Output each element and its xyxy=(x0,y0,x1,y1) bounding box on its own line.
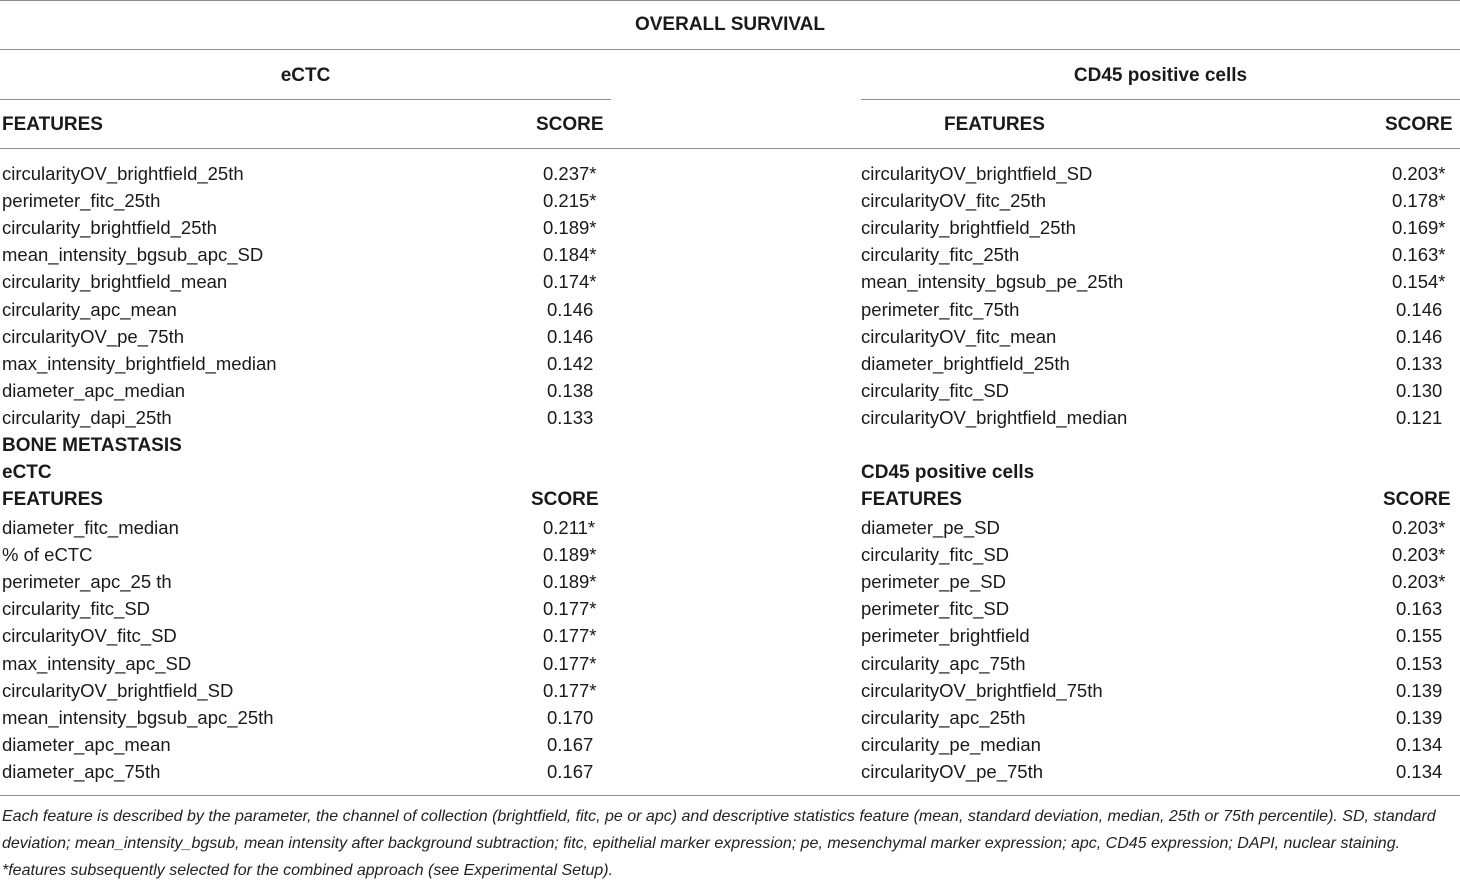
table-row xyxy=(861,214,1456,241)
cd45-header-rule xyxy=(861,99,1460,100)
score-cell: 0.139 xyxy=(1396,707,1443,728)
score-cell: 0.153 xyxy=(1396,653,1443,674)
table-row xyxy=(861,595,1456,622)
feature-cell: circularityOV_brightfield_75th xyxy=(861,680,1103,701)
bone-metastasis-heading: BONE METASTASIS xyxy=(2,435,182,456)
feature-cell: diameter_apc_median xyxy=(2,380,186,401)
score-cell: 0.237* xyxy=(543,163,597,184)
feature-cell: circularity_fitc_25th xyxy=(861,244,1020,265)
score-cell: 0.203* xyxy=(1392,544,1446,565)
score-cell: 0.134 xyxy=(1396,761,1443,782)
table-row xyxy=(861,731,1456,758)
bm-ectc-group-label: eCTC xyxy=(2,462,52,483)
feature-cell: perimeter_pe_SD xyxy=(861,571,1006,592)
table-row xyxy=(861,241,1456,268)
score-cell: 0.189* xyxy=(543,571,597,592)
table-footnote: Each feature is described by the parameter, the channel of collection (brightfield, fitc, pe or apc) and descriptive statistics feature (mean, standard deviation, median, 25th or 75th percentile). SD, standard deviation; mean_intensity_bgsub, mean intensity after background subtraction; fitc, epithelial marker expression; pe, mesenchymal marker expression; apc, CD45 expression; DAPI, nuclear staining. *features subsequently selected for the combined approach (see Experimental Setup). xyxy=(2,808,1436,879)
feature-cell: circularityOV_pe_75th xyxy=(861,761,1044,782)
table-row xyxy=(2,595,602,622)
score-cell: 0.178* xyxy=(1392,190,1446,211)
table-row xyxy=(861,704,1456,731)
score-cell: 0.170 xyxy=(547,707,594,728)
table-row xyxy=(861,404,1456,431)
feature-cell: max_intensity_apc_SD xyxy=(2,653,192,674)
table-title: OVERALL SURVIVAL xyxy=(634,14,826,35)
score-cell: 0.177* xyxy=(543,625,597,646)
feature-cell: mean_intensity_bgsub_apc_25th xyxy=(2,707,274,728)
score-cell: 0.215* xyxy=(543,190,597,211)
feature-cell: circularityOV_fitc_25th xyxy=(861,190,1047,211)
feature-cell: circularityOV_brightfield_25th xyxy=(2,163,244,184)
feature-cell: perimeter_fitc_75th xyxy=(861,299,1020,320)
table-row xyxy=(861,677,1456,704)
top-rule xyxy=(0,0,1460,1)
feature-cell: circularity_dapi_25th xyxy=(2,407,172,428)
table-row xyxy=(2,350,602,377)
table-row xyxy=(861,323,1456,350)
os-cd45-group-label: CD45 positive cells xyxy=(1073,65,1248,86)
score-cell: 0.203* xyxy=(1392,571,1446,592)
table-row xyxy=(861,160,1456,187)
table-row xyxy=(2,268,602,295)
column-header-rule xyxy=(0,148,1460,149)
score-cell: 0.177* xyxy=(543,598,597,619)
table-row xyxy=(2,731,602,758)
table-row xyxy=(861,541,1456,568)
score-cell: 0.174* xyxy=(543,271,597,292)
table-row xyxy=(2,404,602,431)
score-cell: 0.133 xyxy=(547,407,594,428)
feature-cell: circularityOV_brightfield_median xyxy=(861,407,1128,428)
score-cell: 0.155 xyxy=(1396,625,1443,646)
table-row xyxy=(2,187,602,214)
bm-cd45-features-header: FEATURES xyxy=(861,489,962,510)
table-row xyxy=(861,650,1456,677)
table-row xyxy=(2,704,602,731)
feature-cell: diameter_brightfield_25th xyxy=(861,353,1070,374)
table-row xyxy=(861,568,1456,595)
table-row xyxy=(2,568,602,595)
feature-cell: mean_intensity_bgsub_apc_SD xyxy=(2,244,264,265)
feature-cell: % of eCTC xyxy=(2,544,93,565)
feature-cell: circularity_brightfield_mean xyxy=(2,271,228,292)
score-cell: 0.211* xyxy=(543,517,596,538)
feature-cell: diameter_pe_SD xyxy=(861,517,1000,538)
table-row xyxy=(2,622,602,649)
score-cell: 0.154* xyxy=(1392,271,1446,292)
feature-cell: perimeter_fitc_SD xyxy=(861,598,1010,619)
feature-cell: circularity_brightfield_25th xyxy=(2,217,217,238)
feature-cell: circularity_fitc_SD xyxy=(861,380,1010,401)
feature-cell: circularity_fitc_SD xyxy=(2,598,151,619)
score-cell: 0.167 xyxy=(547,761,594,782)
table-row xyxy=(2,514,602,541)
feature-cell: circularityOV_pe_75th xyxy=(2,326,185,347)
feature-cell: diameter_apc_mean xyxy=(2,734,171,755)
table-row xyxy=(861,514,1456,541)
score-cell: 0.130 xyxy=(1396,380,1443,401)
feature-cell: diameter_fitc_median xyxy=(2,517,179,538)
feature-cell: circularity_apc_mean xyxy=(2,299,177,320)
feature-cell: circularity_apc_25th xyxy=(861,707,1026,728)
bm-cd45-group-label: CD45 positive cells xyxy=(861,462,1035,483)
score-cell: 0.138 xyxy=(547,380,594,401)
score-cell: 0.184* xyxy=(543,244,597,265)
table-row xyxy=(861,758,1456,785)
ectc-header-rule xyxy=(0,99,611,100)
table-bottom-rule xyxy=(0,795,1460,796)
title-rule xyxy=(0,49,1460,50)
feature-cell: diameter_apc_75th xyxy=(2,761,161,782)
feature-cell: max_intensity_brightfield_median xyxy=(2,353,277,374)
table-row xyxy=(2,541,602,568)
table-row xyxy=(2,296,602,323)
table-row xyxy=(2,323,602,350)
score-cell: 0.189* xyxy=(543,217,597,238)
table-row xyxy=(861,268,1456,295)
feature-cell: circularityOV_fitc_mean xyxy=(861,326,1057,347)
table-row xyxy=(2,650,602,677)
feature-cell: circularity_fitc_SD xyxy=(861,544,1010,565)
score-cell: 0.203* xyxy=(1392,517,1446,538)
table-row xyxy=(2,677,602,704)
score-cell: 0.203* xyxy=(1392,163,1446,184)
score-cell: 0.139 xyxy=(1396,680,1443,701)
score-cell: 0.134 xyxy=(1396,734,1443,755)
feature-cell: circularityOV_brightfield_SD xyxy=(861,163,1093,184)
table-row xyxy=(861,377,1456,404)
score-cell: 0.146 xyxy=(1396,299,1443,320)
os-cd45-score-header: SCORE xyxy=(1385,114,1453,135)
score-cell: 0.146 xyxy=(1396,326,1443,347)
os-ectc-score-header: SCORE xyxy=(536,114,604,135)
feature-cell: circularity_pe_median xyxy=(861,734,1041,755)
feature-cell: circularityOV_brightfield_SD xyxy=(2,680,234,701)
feature-cell: circularityOV_fitc_SD xyxy=(2,625,177,646)
score-cell: 0.167 xyxy=(547,734,594,755)
feature-cell: circularity_apc_75th xyxy=(861,653,1026,674)
score-cell: 0.121 xyxy=(1396,407,1443,428)
score-cell: 0.177* xyxy=(543,653,597,674)
os-ectc-features-header: FEATURES xyxy=(2,114,103,135)
score-cell: 0.142 xyxy=(547,353,594,374)
table-row xyxy=(861,187,1456,214)
os-ectc-group-label: eCTC xyxy=(280,65,331,86)
score-cell: 0.146 xyxy=(547,299,594,320)
table-row xyxy=(2,758,602,785)
os-cd45-features-header: FEATURES xyxy=(944,114,1045,135)
table-row xyxy=(861,296,1456,323)
table-row xyxy=(2,377,602,404)
score-cell: 0.169* xyxy=(1392,217,1446,238)
table-row xyxy=(861,622,1456,649)
bm-ectc-score-header: SCORE xyxy=(531,489,599,510)
score-cell: 0.163 xyxy=(1396,598,1443,619)
table-row xyxy=(2,241,602,268)
feature-cell: mean_intensity_bgsub_pe_25th xyxy=(861,271,1124,292)
score-cell: 0.189* xyxy=(543,544,597,565)
score-cell: 0.133 xyxy=(1396,353,1443,374)
feature-cell: perimeter_brightfield xyxy=(861,625,1030,646)
table-row xyxy=(2,160,602,187)
bm-cd45-score-header: SCORE xyxy=(1383,489,1451,510)
table-row xyxy=(2,214,602,241)
feature-cell: perimeter_apc_25 th xyxy=(2,571,172,592)
feature-cell: circularity_brightfield_25th xyxy=(861,217,1076,238)
bm-ectc-features-header: FEATURES xyxy=(2,489,103,510)
feature-cell: perimeter_fitc_25th xyxy=(2,190,161,211)
score-cell: 0.177* xyxy=(543,680,597,701)
score-cell: 0.163* xyxy=(1392,244,1446,265)
score-cell: 0.146 xyxy=(547,326,594,347)
table-row xyxy=(861,350,1456,377)
